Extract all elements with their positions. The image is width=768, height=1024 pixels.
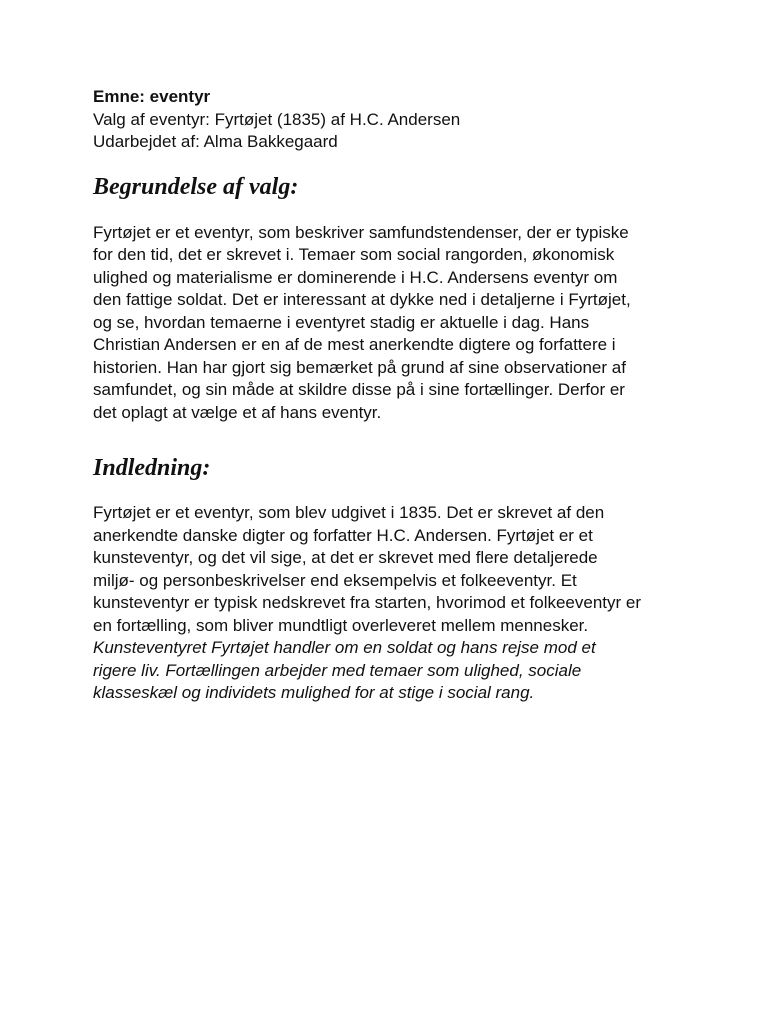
paragraph-line: historien. Han har gjort sig bemærket på grund af sine observationer af bbox=[93, 357, 626, 377]
paragraph-line: kunsteventyr er typisk nedskrevet fra starten, hvorimod et folkeeventyr er bbox=[93, 593, 642, 612]
paragraph-line: og se, hvordan temaerne i eventyret stadig er aktuelle i dag. Hans bbox=[93, 312, 590, 332]
document-page bbox=[93, 86, 693, 705]
paragraph-line: for den tid, det er skrevet i. Temaer som social rangorden, økonomisk bbox=[93, 245, 615, 264]
document-header bbox=[93, 86, 693, 154]
paragraph-line: anerkendte danske digter og forfatter H.C. Andersen. Fyrtøjet er et bbox=[93, 525, 593, 545]
paragraph-line: det oplagt at vælge et af hans eventyr. bbox=[93, 402, 382, 422]
paragraph-line: Fyrtøjet er et eventyr, som blev udgivet i 1835. Det er skrevet af den bbox=[93, 503, 605, 522]
paragraph-line: kunsteventyr, og det vil sige, at det er skrevet med flere detaljerede bbox=[93, 548, 598, 567]
italic-paragraph-line: rigere liv. Fortællingen arbejder med temaer som ulighed, sociale bbox=[93, 660, 582, 680]
fairy-tale-choice-line: Valg af eventyr: Fyrtøjet (1835) af H.C. Andersen bbox=[93, 109, 461, 129]
section-heading-rationale: Begrundelse af valg: bbox=[93, 173, 299, 200]
paragraph-line: Fyrtøjet er et eventyr, som beskriver samfundstendenser, der er typiske bbox=[93, 222, 629, 242]
paragraph-line: samfundet, og sin måde at skildre disse på i sine fortællinger. Derfor er bbox=[93, 380, 625, 399]
paragraph-line: den fattige soldat. Det er interessant at dykke ned i detaljerne i Fyrtøjet, bbox=[93, 290, 631, 309]
paragraph-line: Christian Andersen er en af de mest anerkendte digtere og forfattere i bbox=[93, 335, 616, 354]
section-heading-introduction: Indledning: bbox=[93, 455, 211, 481]
author-line: Udarbejdet af: Alma Bakkegaard bbox=[93, 132, 338, 151]
subject-line: Emne: eventyr bbox=[93, 87, 211, 106]
italic-paragraph-line: klasseskæl og individets mulighed for at stige i social rang. bbox=[93, 683, 535, 702]
introduction-paragraph bbox=[93, 502, 693, 705]
rationale-paragraph bbox=[93, 222, 693, 425]
italic-paragraph-line: Kunsteventyret Fyrtøjet handler om en soldat og hans rejse mod et bbox=[93, 638, 596, 657]
paragraph-line: miljø- og personbeskrivelser end eksempelvis et folkeeventyr. Et bbox=[93, 570, 577, 590]
paragraph-line: ulighed og materialisme er dominerende i H.C. Andersens eventyr om bbox=[93, 267, 618, 287]
paragraph-line: en fortælling, som bliver mundtligt overleveret mellem mennesker. bbox=[93, 615, 589, 635]
